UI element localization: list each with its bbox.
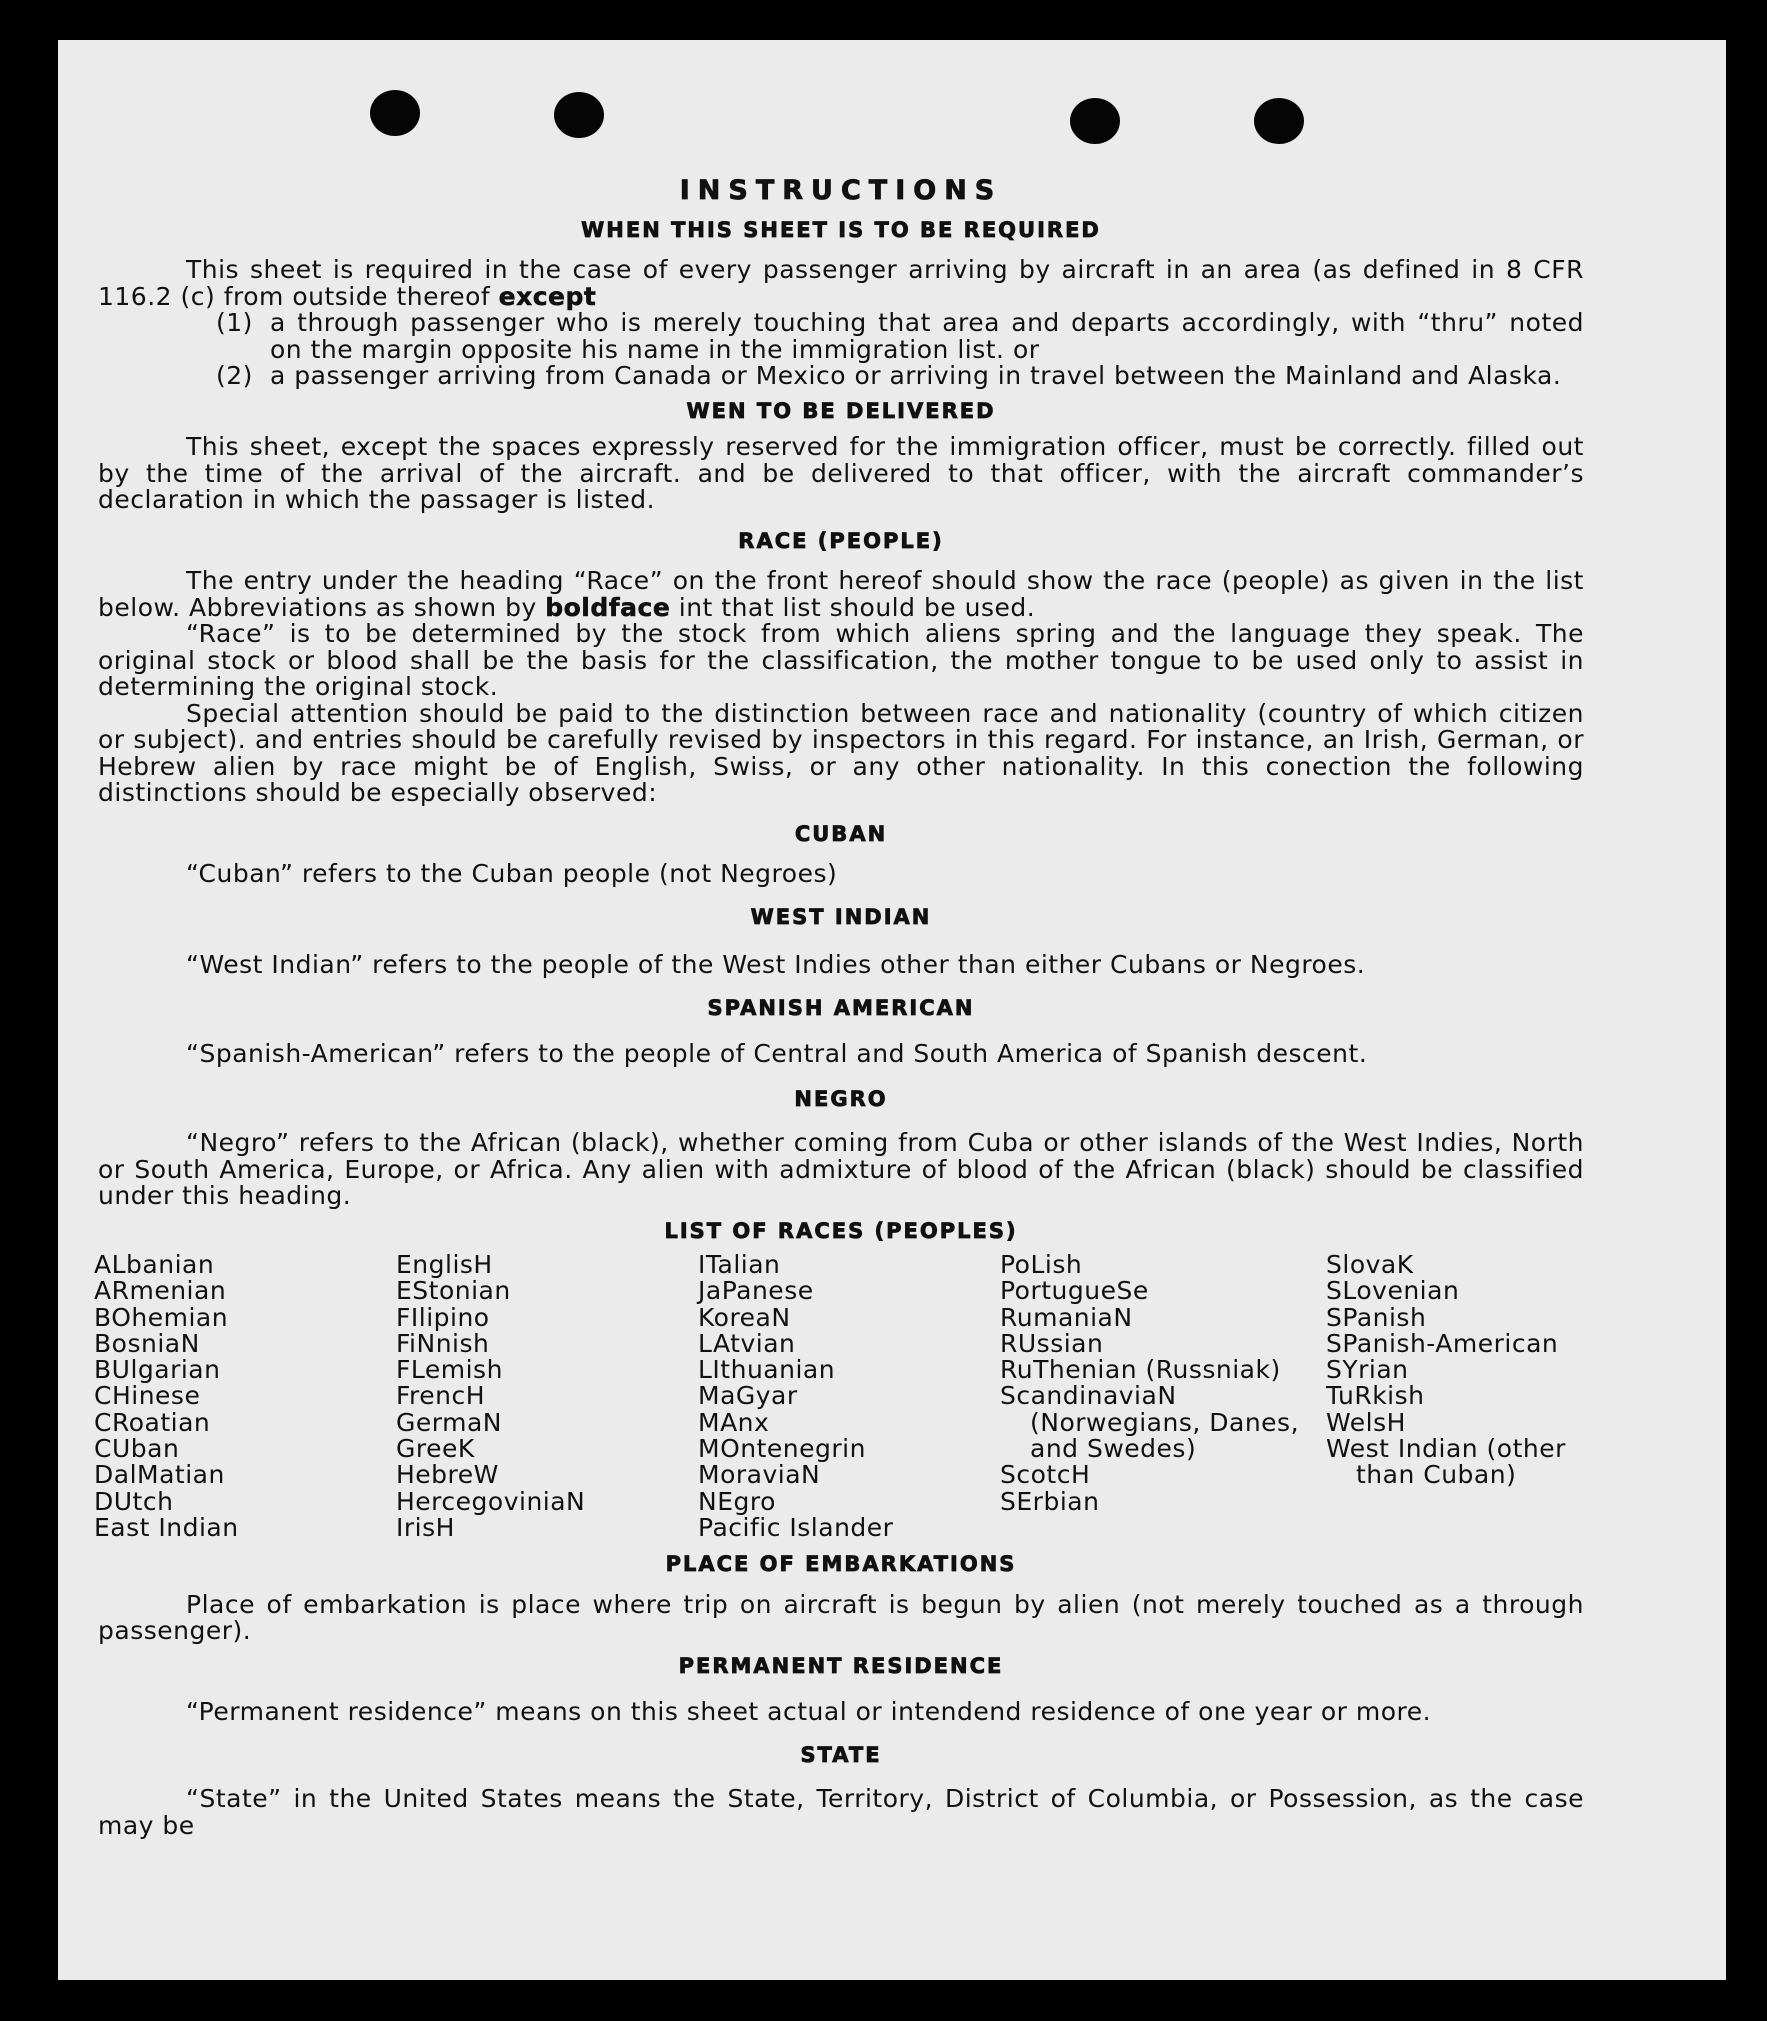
race-entry: SLovenian bbox=[1326, 1276, 1460, 1306]
race-entry: EnglisH bbox=[396, 1250, 493, 1279]
race-entry: SErbian bbox=[1000, 1486, 1100, 1516]
race-entry: FIlipino bbox=[396, 1302, 490, 1332]
paragraph-delivered: This sheet, except the spaces expressly reserved for the immigration officer, must be correctly. filled out by the time of the arrival of the aircraft. and be delivered to that officer, with the aircraft commander’s declaration in which the passager is listed. bbox=[98, 432, 1584, 514]
paragraph-west-indian: “West Indian” refers to the people of the West Indies other than either Cubans or Negroes. bbox=[186, 950, 1366, 979]
section-heading-when-required: WHEN THIS SHEET IS TO BE REQUIRED bbox=[581, 217, 1101, 242]
section-heading-embarkation: PLACE OF EMBARKATIONS bbox=[665, 1552, 1017, 1577]
races-column bbox=[396, 1252, 698, 1541]
race-entry: SlovaK bbox=[1326, 1250, 1414, 1279]
race-entry: HebreW bbox=[396, 1460, 499, 1490]
race-entry: WelsH bbox=[1326, 1407, 1406, 1437]
race-entry: CHinese bbox=[94, 1381, 201, 1411]
race-entry: RuThenian (Russniak) bbox=[1000, 1355, 1281, 1385]
except-emphasis: except bbox=[498, 281, 597, 311]
race-entry: MAnx bbox=[698, 1407, 770, 1437]
race-entry: CRoatian bbox=[94, 1407, 211, 1437]
race-entry: PortugueSe bbox=[1000, 1276, 1149, 1306]
section-heading-race: RACE (PEOPLE) bbox=[738, 528, 944, 553]
race-entry: DUtch bbox=[94, 1486, 174, 1516]
race-entry: SYrian bbox=[1326, 1355, 1409, 1385]
race-entry: BUlgarian bbox=[94, 1355, 221, 1385]
race-entry: RumaniaN bbox=[1000, 1302, 1133, 1332]
paragraph-race-1: The entry under the heading “Race” on the front hereof should show the race (people) as given in the list below. Abbreviations as shown by boldface int that list should be used. bbox=[98, 566, 1584, 622]
race-entry: MoraviaN bbox=[698, 1460, 821, 1490]
races-column bbox=[698, 1252, 1000, 1541]
race-entry: SPanish-American bbox=[1326, 1328, 1559, 1358]
punch-hole bbox=[370, 90, 420, 136]
race-entry: MaGyar bbox=[698, 1381, 798, 1411]
list-item: (1) a through passenger who is merely touching that area and departs accordingly, with “thru” noted on the margin opposite his name in the immigration list. or bbox=[216, 308, 1584, 364]
race-entry: ALbanian bbox=[94, 1250, 215, 1279]
race-entry: CUban bbox=[94, 1434, 180, 1464]
race-entry: ITalian bbox=[698, 1250, 781, 1279]
race-entry: MOntenegrin bbox=[698, 1434, 866, 1464]
paragraph-residence: “Permanent residence” means on this sheet actual or intendend residence of one year or more. bbox=[186, 1697, 1432, 1727]
races-column bbox=[1326, 1252, 1580, 1541]
race-entry: TuRkish bbox=[1326, 1381, 1425, 1411]
paragraph-race-2: “Race” is to be determined by the stock from which aliens spring and the language they speak. The original stock or blood shall be the basis for the classification, the mother tongue to be used only to assist in determining the original stock. bbox=[98, 619, 1584, 701]
race-entry: LAtvian bbox=[698, 1328, 796, 1358]
race-entry: East Indian bbox=[94, 1512, 239, 1542]
race-entry: RUssian bbox=[1000, 1328, 1104, 1358]
race-entry: IrisH bbox=[396, 1512, 455, 1542]
race-entry: West Indian (other than Cuban) bbox=[1326, 1434, 1566, 1490]
race-entry: FLemish bbox=[396, 1355, 503, 1385]
race-entry: EStonian bbox=[396, 1276, 511, 1306]
race-entry: BOhemian bbox=[94, 1302, 229, 1332]
races-column bbox=[94, 1252, 396, 1541]
races-column bbox=[1000, 1252, 1326, 1541]
paragraph-race-3: Special attention should be paid to the distinction between race and nationality (country of which citizen or subject). and entries should be carefully revised by inspectors in this regard. For instance, an Irish, German, or Hebrew alien by race might be of English, Swiss, or any other nationality. In this conection the following distinctions should be especially observed: bbox=[98, 698, 1584, 807]
paragraph-state: “State” in the United States means the State, Territory, District of Columbia, or Possession, as the case may be bbox=[98, 1784, 1584, 1840]
race-entry: NEgro bbox=[698, 1486, 776, 1516]
race-entry: BosniaN bbox=[94, 1328, 200, 1358]
race-entry: DalMatian bbox=[94, 1460, 225, 1490]
paragraph-embarkation: Place of embarkation is place where trip on aircraft is begun by alien (not merely touched as a through passenger). bbox=[98, 1589, 1584, 1646]
boldface-emphasis: boldface bbox=[545, 592, 671, 622]
paragraph-negro: “Negro” refers to the African (black), whether coming from Cuba or other islands of the West Indies, North or South America, Europe, or Africa. Any alien with admixture of blood of the African (black) should be classified under this heading. bbox=[98, 1128, 1584, 1210]
section-heading-spanish-american: SPANISH AMERICAN bbox=[707, 995, 975, 1020]
section-heading-west-indian: WEST INDIAN bbox=[750, 904, 932, 929]
races-list bbox=[94, 1252, 1584, 1541]
race-entry: FrencH bbox=[396, 1381, 486, 1411]
punch-hole bbox=[1070, 98, 1120, 144]
race-entry: KoreaN bbox=[698, 1302, 791, 1332]
race-entry: ScotcH bbox=[1000, 1460, 1091, 1490]
punch-hole bbox=[1254, 98, 1304, 144]
paragraph-when-required: This sheet is required in the case of every passenger arriving by aircraft in an area (as defined in 8 CFR 116.2 (c) from outside thereof except bbox=[98, 255, 1584, 311]
race-entry: JaPanese bbox=[698, 1276, 814, 1306]
instructions-content bbox=[94, 175, 1584, 1840]
race-entry: FiNnish bbox=[396, 1328, 490, 1358]
race-entry: LIthuanian bbox=[698, 1355, 836, 1385]
paragraph-cuban: “Cuban” refers to the Cuban people (not Negroes) bbox=[186, 859, 838, 888]
race-entry: Pacific Islander bbox=[698, 1512, 894, 1542]
race-entry: GreeK bbox=[396, 1434, 475, 1464]
race-entry: HercegoviniaN bbox=[396, 1486, 586, 1516]
race-entry: GermaN bbox=[396, 1407, 502, 1437]
list-item: (2) a passenger arriving from Canada or Mexico or arriving in travel between the Mainland and Alaska. bbox=[216, 361, 1562, 390]
section-heading-cuban: CUBAN bbox=[794, 821, 888, 846]
punch-hole bbox=[554, 92, 604, 138]
page-title: INSTRUCTIONS bbox=[679, 175, 1003, 206]
section-heading-delivered: WEN TO BE DELIVERED bbox=[686, 398, 996, 423]
paragraph-spanish-american: “Spanish-American” refers to the people of Central and South America of Spanish descent. bbox=[186, 1039, 1368, 1068]
race-entry: PoLish bbox=[1000, 1250, 1083, 1279]
section-heading-list-of-races: LIST OF RACES (PEOPLES) bbox=[664, 1218, 1018, 1243]
section-heading-negro: NEGRO bbox=[794, 1086, 888, 1111]
race-entry: SPanish bbox=[1326, 1302, 1427, 1332]
section-heading-residence: PERMANENT RESIDENCE bbox=[678, 1653, 1004, 1678]
section-heading-state: STATE bbox=[800, 1742, 882, 1767]
race-entry: ScandinaviaN (Norwegians, Danes, and Swedes) bbox=[1000, 1381, 1300, 1464]
race-entry: ARmenian bbox=[94, 1276, 227, 1306]
